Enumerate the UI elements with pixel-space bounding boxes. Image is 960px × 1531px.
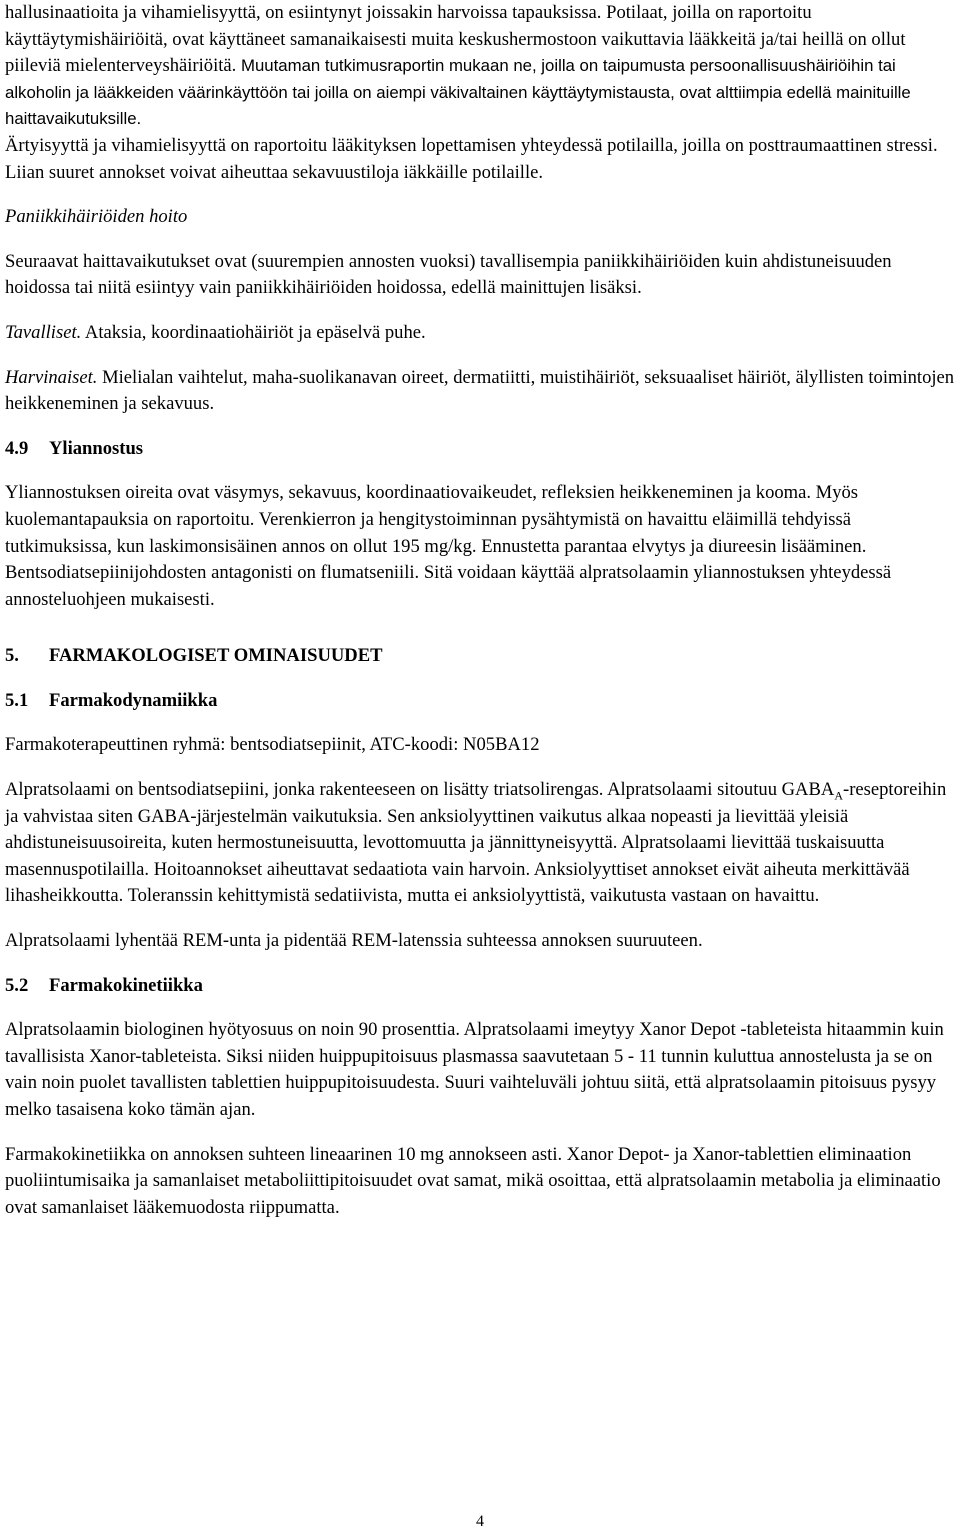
paragraph-irritability: Ärtyisyyttä ja vihamielisyyttä on raportoitu lääkityksen lopettamisen yhteydessä potilailla, joilla on posttraumaattinen stressi. Liian suuret annokset voivat aiheuttaa sekavuustiloja iäkkäille potilaille.: [5, 134, 938, 183]
heading-5: [5, 643, 955, 670]
heading-5-title: FARMAKOLOGISET OMINAISUUDET: [49, 645, 383, 667]
page-number: 4: [476, 1513, 484, 1530]
paragraph-common: [5, 320, 955, 347]
text-rare: Mielialan vaihtelut, maha-suolikanavan oireet, dermatiitti, muistihäiriöt, seksuaaliset häiriöt, älyllisten toimintojen heikkeneminen ja sekavuus.: [5, 366, 955, 415]
paragraph-pharmacokinetics-1: Alpratsolaamin biologinen hyötyosuus on noin 90 prosenttia. Alpratsolaami imeytyy Xanor Depot -tableteista hitaammin kuin tavallisista Xanor-tableteista. Siksi niiden huippupitoisuus plasmassa saavutetaan 5 - 11 tunnin kuluttua annostelusta ja se on vain noin puolet tavallisten tablettien huippupitoisuudesta. Suuri vaihteluväli johtuu siitä, että alpratsolaamin pitoisuus pysyy melko tasaisena koko tämän ajan.: [5, 1019, 944, 1120]
paragraph-atc: Farmakoterapeuttinen ryhmä: bentsodiatsepiinit, ATC-koodi: N05BA12: [5, 734, 540, 756]
paragraph-behavior-sans: Muutaman tutkimusraportin mukaan ne, joilla on taipumusta persoonallisuushäiriöihin tai alkoholin ja lääkkeiden väärinkäyttöön tai joilla on aiempi väkivaltainen käyttäytymistausta, ovat alttiimpia edellä mainituille haittavaikutuksille.: [5, 56, 911, 129]
paragraph-panic: Seuraavat haittavaikutukset ovat (suurempien annosten vuoksi) tavallisempia paniikkihäiriöiden kuin ahdistuneisuuden hoidossa tai niitä esiintyy vain paniikkihäiriöiden hoidossa, edellä mainittujen lisäksi.: [5, 250, 892, 299]
paragraph-pharmacokinetics-2: Farmakokinetiikka on annoksen suhteen lineaarinen 10 mg annokseen asti. Xanor Depot- ja Xanor-tablettien eliminaation puoliintumisaika ja samanlaiset metaboliittipitoisuudet ovat samat, mikä osoittaa, että alpratsolaamin metabolia ja eliminaatio ovat samanlaiset lääkemuodosta riippumatta.: [5, 1143, 941, 1218]
text-common: Ataksia, koordinaatiohäiriöt ja epäselvä puhe.: [81, 321, 426, 343]
paragraph-pharmacodynamics: [5, 777, 955, 910]
heading-5-2-title: Farmakokinetiikka: [49, 974, 203, 996]
heading-4-9: [5, 436, 955, 463]
heading-5-2-number: 5.2: [5, 974, 29, 996]
pd-text-b: -reseptoreihin ja vahvistaa siten GABA-järjestelmän vaikutuksia. Sen anksiolyyttinen vaikutus alkaa nopeasti ja lievittää yleisiä ahdistuneisuusoireita, kuten hermostuneisuutta, levottomuutta ja jännittyneisyyttä. Alpratsolaami lievittää tuskaisuutta masennuspotilailla. Hoitoannokset aiheuttavat sedaatiota vain harvoin. Anksiolyyttiset annokset eivät aiheuta merkittävää lihasheikkoutta. Toleranssin kehittymistä sedatiivista, mutta ei anksiolyyttistä, vaikutusta vastaan on havaittu.: [5, 779, 947, 907]
heading-5-2: [5, 973, 955, 1000]
heading-5-number: 5.: [5, 645, 19, 667]
document-page: [5, 0, 955, 1531]
heading-5-1-number: 5.1: [5, 689, 29, 711]
paragraph-rem: Alpratsolaami lyhentää REM-unta ja pidentää REM-latenssia suhteessa annoksen suuruuteen.: [5, 930, 703, 952]
heading-4-9-title: Yliannostus: [49, 437, 144, 459]
label-rare: Harvinaiset.: [5, 366, 98, 388]
paragraph-overdose: Yliannostuksen oireita ovat väsymys, sekavuus, koordinaatiovaikeudet, refleksien heikkeneminen ja kooma. Myös kuolemantapauksia on raportoitu. Verenkierron ja hengitystoiminnan pysähtymistä on havaittu eläimillä tehdyissä tutkimuksissa, kun laskimonsisäinen annos on ollut 195 mg/kg. Ennustetta parantaa elvytys ja diureesin lisääminen. Bentsodiatsepiinijohdosten antagonisti on flumatseniili. Sitä voidaan käyttää alpratsolaamin yliannostuksen yhteydessä annosteluohjeen mukaisesti.: [5, 482, 892, 610]
subheading-panic: Paniikkihäiriöiden hoito: [5, 206, 188, 228]
heading-5-1: [5, 688, 955, 715]
label-common: Tavalliset.: [5, 321, 82, 343]
pd-subscript: A: [834, 788, 843, 803]
heading-5-1-title: Farmakodynamiikka: [49, 689, 218, 711]
heading-4-9-number: 4.9: [5, 437, 29, 459]
paragraph-behavior-serif: hallusinaatioita ja vihamielisyyttä, on esiintynyt joissakin harvoissa tapauksissa. Potilaat, joilla on raportoitu käyttäytymishäiriöitä, ovat käyttäneet samanaikaisesti muita keskushermostoon vaikuttavia lääkkeitä ja/tai heillä on ollut piileviä mielenterveyshäiriöitä.: [5, 2, 906, 77]
paragraph-behavior: [5, 0, 955, 133]
paragraph-rare: [5, 365, 955, 418]
pd-text-a: Alpratsolaami on bentsodiatsepiini, jonka rakenteeseen on lisätty triatsolirengas. Alpratsolaami sitoutuu GABA: [5, 779, 835, 801]
